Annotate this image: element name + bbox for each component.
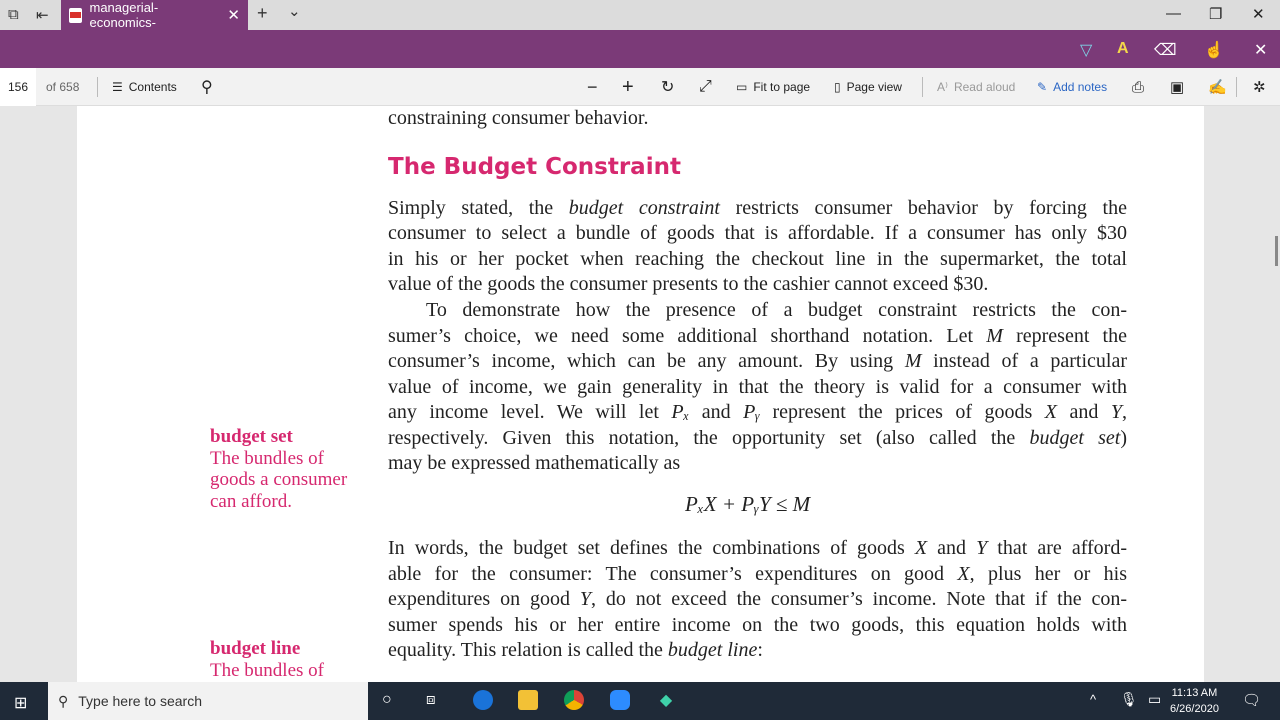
show-hidden-icons[interactable]: ^: [1090, 692, 1097, 707]
text-segment: , plus her or his: [969, 563, 1127, 585]
tab-menu-chevron-icon[interactable]: ⌄: [288, 3, 301, 20]
search-placeholder: Type here to search: [78, 693, 203, 709]
text-segment: and: [689, 401, 744, 423]
text-segment: respectively. Given this notation, the opportunity set (also called the: [388, 427, 1030, 449]
text-segment: equality. This relation is called the: [388, 639, 668, 661]
text-segment: :: [757, 639, 763, 661]
text-segment: sumer spends his or her entire income on the two goods, this equation holds with: [388, 614, 1127, 636]
page-total: of 658: [46, 80, 80, 94]
tab-title: managerial-economics-: [89, 0, 159, 30]
text-segment: restricts consumer behavior by forcing the: [719, 197, 1127, 219]
text-segment: budget line: [667, 639, 758, 661]
new-tab-icon[interactable]: +: [257, 3, 268, 23]
text-segment: To demonstrate how the presence of a budget constraint restricts the con-: [426, 299, 1127, 321]
text-line: [388, 272, 1127, 296]
text-segment: instead of a particular: [921, 350, 1128, 372]
battery-icon[interactable]: ▭: [1148, 691, 1162, 707]
text-line: [388, 349, 1127, 373]
pdf-icon: [69, 8, 82, 23]
text-segment: budget set: [1029, 427, 1121, 449]
text-line: [388, 426, 1127, 450]
text-line: [388, 221, 1127, 245]
contents-label: Contents: [128, 80, 177, 94]
text-segment: and: [1057, 401, 1111, 423]
text-segment: Pₓ: [671, 401, 690, 423]
cortana-icon[interactable]: ○: [382, 691, 392, 708]
search-icon: ⚲: [58, 692, 69, 709]
windows-start-icon[interactable]: ⊞: [14, 695, 28, 712]
tab-pdf[interactable]: [61, 0, 248, 30]
page-view-button[interactable]: [834, 68, 902, 106]
text-line: [388, 375, 1127, 399]
divider: [97, 77, 98, 97]
margin-definition: can afford.: [210, 490, 292, 512]
text-segment: represent the: [1002, 325, 1127, 347]
text-segment: Pᵧ: [743, 401, 760, 423]
list-icon: ☰: [112, 80, 123, 94]
text-line: [388, 638, 1127, 662]
text-segment: X: [1044, 401, 1058, 423]
clock[interactable]: [1170, 685, 1219, 717]
divider: [922, 77, 923, 97]
margin-definition: The bundles of: [210, 659, 324, 681]
pdf-toolbar: [0, 68, 1280, 106]
chrome-icon[interactable]: [564, 690, 584, 710]
text-segment: Y: [1110, 401, 1122, 423]
task-view-icon[interactable]: ⧈: [426, 691, 436, 708]
text-segment: , do not exceed the consumer’s income. Note that if the con-: [590, 588, 1128, 610]
close-ink-icon[interactable]: ✕: [1254, 42, 1268, 59]
text-segment: represent the prices of goods: [759, 401, 1045, 423]
text-segment: M: [904, 350, 922, 372]
text-line: [388, 562, 1127, 586]
read-aloud-icon: A⁾: [937, 80, 948, 94]
text-highlight-icon[interactable]: A: [1117, 40, 1129, 57]
app-icon[interactable]: ◆: [656, 690, 676, 710]
text-segment: X: [914, 537, 928, 559]
eraser-icon[interactable]: ⌫: [1154, 42, 1177, 59]
scrollbar[interactable]: [1275, 236, 1278, 266]
pdf-page: [77, 106, 1204, 682]
microphone-icon[interactable]: 🎙: [1120, 691, 1138, 707]
text-line: [388, 324, 1127, 348]
touch-writing-icon[interactable]: ☝: [1204, 42, 1224, 59]
budget-constraint-formula: PₓX + PᵧY ≤ M: [685, 492, 811, 516]
text-line: [388, 536, 1127, 560]
fit-to-page-button[interactable]: [736, 68, 810, 106]
text-segment: consumer to select a bundle of goods that is affordable. If a consumer has only $30: [388, 222, 1127, 244]
search-icon[interactable]: ⚲: [201, 79, 213, 96]
taskbar-search[interactable]: [48, 682, 368, 720]
text-segment: expenditures on good: [388, 588, 580, 610]
save-as-icon[interactable]: ✍: [1208, 79, 1227, 96]
page-number-input[interactable]: 156: [0, 68, 36, 106]
text-segment: in his or her pocket when reaching the checkout line in the supermarket, the total: [388, 248, 1127, 270]
text-line: [388, 613, 1127, 637]
text-segment: Y: [579, 588, 591, 610]
add-notes-button[interactable]: [1037, 68, 1107, 106]
divider: [1236, 77, 1237, 97]
margin-note: [210, 426, 347, 512]
text-segment: ,: [1121, 401, 1127, 423]
text-segment: X: [957, 563, 970, 585]
add-notes-label: Add notes: [1053, 80, 1108, 94]
text-line: [388, 400, 1127, 424]
text-segment: may be expressed mathematically as: [388, 452, 681, 474]
text-line: [388, 587, 1127, 611]
minimize-button[interactable]: —: [1166, 5, 1181, 22]
text-segment: consumer’s income, which can be any amount. By using: [388, 350, 905, 372]
margin-term: budget line: [210, 638, 301, 659]
text-segment: able for the consumer: The consumer’s expenditures on good: [388, 563, 958, 585]
margin-term: budget set: [210, 426, 293, 447]
edge-icon[interactable]: [473, 690, 493, 710]
text-segment: budget constraint: [568, 197, 720, 219]
text-segment: sumer’s choice, we need some additional shorthand notation. Let: [388, 325, 987, 347]
close-tab-icon[interactable]: ✕: [227, 7, 240, 24]
text-segment: Simply stated, the: [388, 197, 569, 219]
text-segment: value of income, we gain generality in that the theory is valid for a consumer with: [388, 376, 1127, 398]
section-heading: The Budget Constraint: [388, 154, 681, 180]
zoom-icon[interactable]: [610, 690, 630, 710]
margin-definition: goods a consumer: [210, 469, 348, 490]
text-segment: M: [986, 325, 1003, 347]
text-segment: and: [927, 537, 977, 559]
text-segment: value of the goods the consumer presents to the cashier cannot exceed $30.: [388, 273, 989, 295]
text-segment: that are afford-: [987, 537, 1127, 559]
text-line: [388, 451, 1127, 475]
tab-bar: [0, 0, 1280, 30]
print-icon[interactable]: ⎙: [1132, 78, 1145, 96]
date: 6/26/2020: [1170, 703, 1219, 715]
text-segment: Y: [976, 537, 988, 559]
rotate-icon[interactable]: ↻: [661, 79, 675, 96]
contents-button[interactable]: [112, 68, 177, 106]
read-aloud-button[interactable]: [937, 68, 1015, 106]
text-line: [426, 298, 1127, 322]
text-line: [388, 196, 1127, 220]
text-segment: any income level. We will let: [388, 401, 672, 423]
pen-icon: ✎: [1037, 80, 1048, 94]
notifications-icon[interactable]: 🗨: [1242, 692, 1262, 709]
taskbar: [0, 682, 1280, 720]
file-explorer-icon[interactable]: [518, 690, 538, 710]
tab-list-icon[interactable]: ⧉: [8, 6, 19, 23]
zoom-out-icon[interactable]: −: [587, 76, 598, 97]
zoom-in-icon[interactable]: +: [622, 75, 634, 98]
read-aloud-label: Read aloud: [953, 80, 1016, 94]
margin-note: [210, 638, 324, 681]
text-line: [388, 247, 1127, 271]
margin-definition: The bundles of: [210, 447, 324, 469]
fit-icon: ▭: [736, 80, 748, 94]
restore-button[interactable]: ❐: [1209, 6, 1223, 23]
highlighter-icon[interactable]: ▽: [1080, 42, 1093, 59]
fullscreen-icon[interactable]: ⤢: [699, 78, 712, 95]
page-view-label: Page view: [846, 80, 902, 94]
text-line: [388, 106, 1127, 130]
time: 11:13 AM: [1171, 687, 1218, 699]
text-segment: In words, the budget set defines the combinations of goods: [388, 537, 915, 559]
close-window-button[interactable]: ✕: [1252, 6, 1265, 23]
pin-toolbar-icon[interactable]: ✲: [1253, 79, 1266, 96]
save-icon[interactable]: ▣: [1170, 79, 1185, 96]
text-segment: constraining consumer behavior.: [388, 107, 649, 129]
set-aside-tabs-icon[interactable]: ⇤: [36, 7, 49, 24]
fit-label: Fit to page: [753, 80, 811, 94]
page-icon: ▯: [834, 80, 841, 94]
text-segment: ): [1120, 427, 1127, 449]
